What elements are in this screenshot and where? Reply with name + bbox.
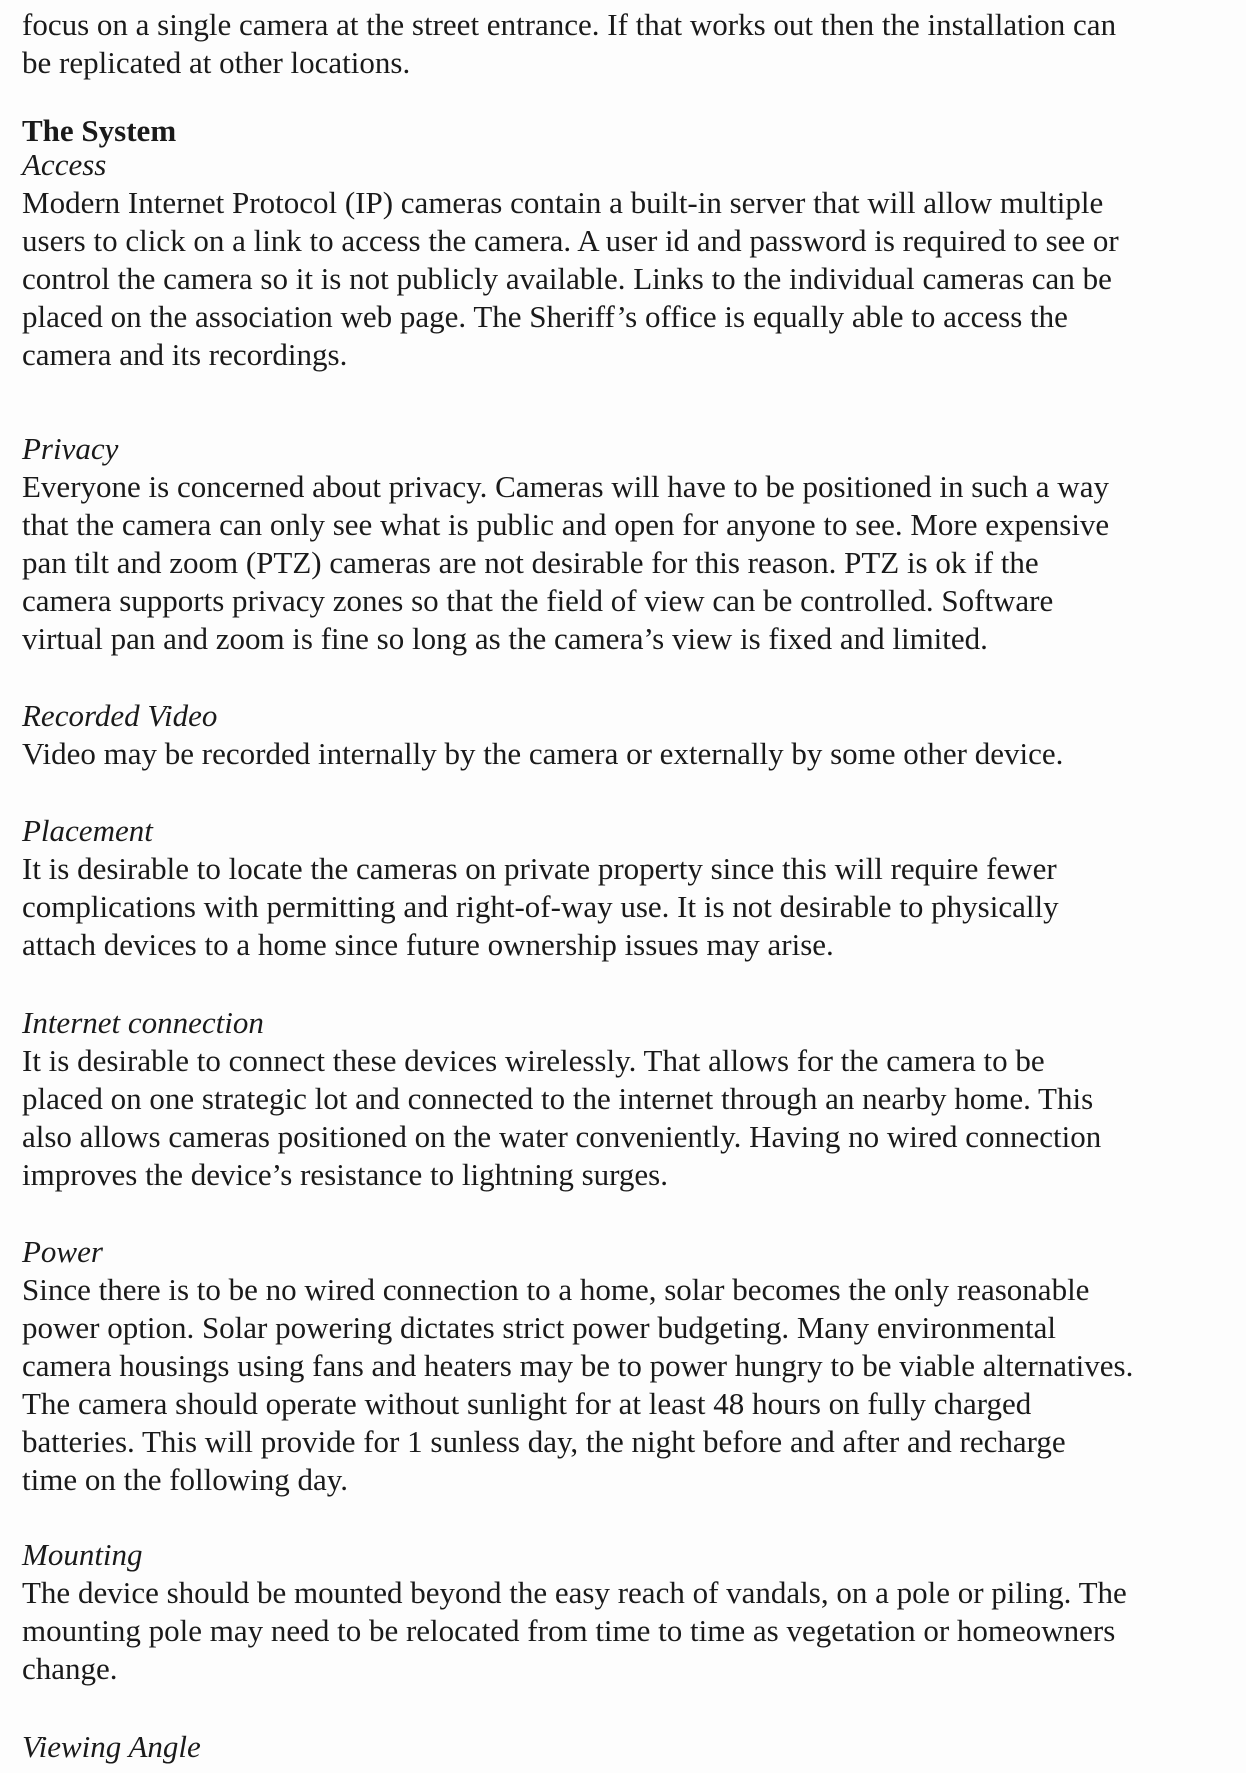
text-line: placed on one strategic lot and connected to the internet through an nearby home. This (22, 1081, 1094, 1116)
text-line: It is desirable to connect these devices wirelessly. That allows for the camera to be (22, 1043, 1045, 1078)
subsection-title: Viewing Angle (22, 1729, 201, 1764)
subsection-privacy (22, 430, 1237, 658)
text-line: attach devices to a home since future ownership issues may arise. (22, 927, 834, 962)
text-line: batteries. This will provide for 1 sunless day, the night before and after and recharge (22, 1424, 1066, 1459)
subsection-mounting (22, 1536, 1237, 1688)
subsection-access (22, 146, 1237, 374)
subsection-internet-connection (22, 1004, 1237, 1194)
text-line: virtual pan and zoom is fine so long as the camera’s view is fixed and limited. (22, 621, 988, 656)
text-line: focus on a single camera at the street entrance. If that works out then the installation can (22, 7, 1117, 42)
subsection-title: Privacy (22, 431, 119, 466)
text-line: users to click on a link to access the camera. A user id and password is required to see or (22, 223, 1119, 258)
text-line: time on the following day. (22, 1462, 349, 1497)
text-line: Everyone is concerned about privacy. Cameras will have to be positioned in such a way (22, 469, 1109, 504)
text-line: change. (22, 1651, 118, 1686)
text-line: camera and its recordings. (22, 337, 348, 372)
text-line: The device should be mounted beyond the easy reach of vandals, on a pole or piling. The (22, 1575, 1127, 1610)
subsection-title: Placement (22, 813, 153, 848)
text-line: that the camera can only see what is public and open for anyone to see. More expensive (22, 507, 1110, 542)
intro-paragraph (22, 6, 1237, 82)
subsection-title: Mounting (22, 1537, 143, 1572)
subsection-title: Recorded Video (22, 698, 218, 733)
text-line: improves the device’s resistance to lightning surges. (22, 1157, 668, 1192)
section-heading: The System (22, 113, 177, 148)
text-line: pan tilt and zoom (PTZ) cameras are not desirable for this reason. PTZ is ok if the (22, 545, 1039, 580)
text-line: complications with permitting and right-of-way use. It is not desirable to physically (22, 889, 1059, 924)
text-line: control the camera so it is not publicly available. Links to the individual cameras can be (22, 261, 1112, 296)
text-line: camera housings using fans and heaters may be to power hungry to be viable alternatives. (22, 1348, 1134, 1383)
text-line: placed on the association web page. The Sheriff’s office is equally able to access the (22, 299, 1068, 334)
text-line: The camera should operate without sunlight for at least 48 hours on fully charged (22, 1386, 1032, 1421)
subsection-power (22, 1233, 1237, 1499)
subsection-title: Power (22, 1234, 103, 1269)
text-line: be replicated at other locations. (22, 45, 411, 80)
subsection-title: Access (22, 147, 107, 182)
text-line: Since there is to be no wired connection to a home, solar becomes the only reasonable (22, 1272, 1090, 1307)
subsection-viewing-angle (22, 1728, 1237, 1766)
subsection-title: Internet connection (22, 1005, 264, 1040)
text-line: It is desirable to locate the cameras on private property since this will require fewer (22, 851, 1057, 886)
subsection-recorded-video (22, 697, 1237, 773)
text-line: also allows cameras positioned on the water conveniently. Having no wired connection (22, 1119, 1102, 1154)
text-line: Modern Internet Protocol (IP) cameras contain a built-in server that will allow multiple (22, 185, 1104, 220)
text-line: camera supports privacy zones so that the field of view can be controlled. Software (22, 583, 1054, 618)
text-line: mounting pole may need to be relocated from time to time as vegetation or homeowners (22, 1613, 1116, 1648)
subsection-placement (22, 812, 1237, 964)
text-line: Video may be recorded internally by the camera or externally by some other device. (22, 736, 1064, 771)
text-line: power option. Solar powering dictates strict power budgeting. Many environmental (22, 1310, 1056, 1345)
